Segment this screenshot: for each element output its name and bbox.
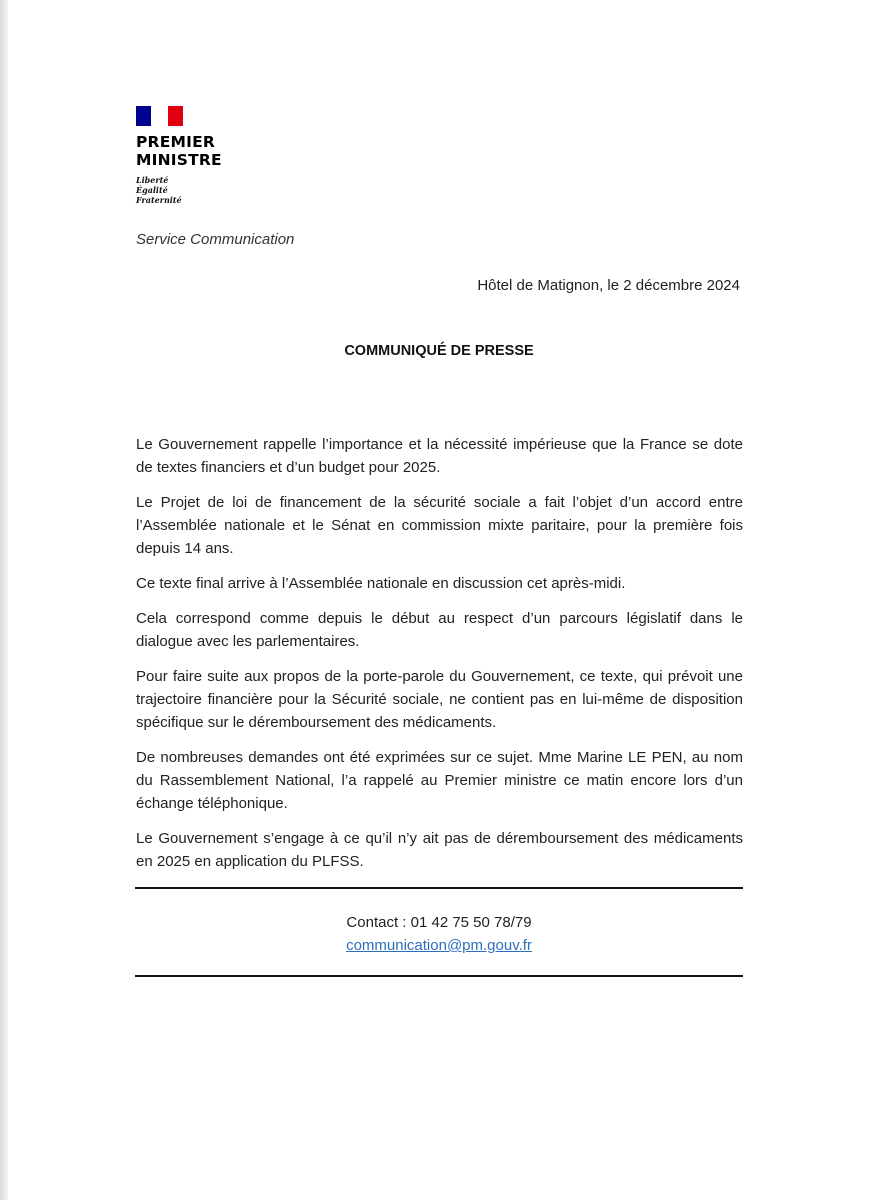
press-release-body <box>136 433 743 885</box>
republic-motto <box>136 175 222 205</box>
logo-title-line2: MINISTRE <box>136 151 222 169</box>
contact-block <box>0 911 870 957</box>
paragraph: Le Gouvernement rappelle l’importance et la nécessité impérieuse que la France se dote de textes financiers et d’un budget pour 2025. <box>136 436 743 476</box>
republic-flag-icon <box>136 106 183 126</box>
paragraph: Pour faire suite aux propos de la porte-parole du Gouvernement, ce texte, qui prévoit une trajectoire financière pour la Sécurité sociale, ne contient pas en lui-même de disposition spécifique sur le déremboursement des médicaments. <box>136 668 743 731</box>
flag-blue-band <box>136 106 151 126</box>
divider-top <box>135 887 743 889</box>
flag-white-band <box>151 106 168 126</box>
motto-liberte: Liberté <box>136 175 169 185</box>
service-name: Service Communication <box>136 231 295 248</box>
motto-egalite: Égalité <box>136 185 168 195</box>
logo-title <box>136 133 222 169</box>
paragraph: Ce texte final arrive à l’Assemblée nationale en discussion cet après-midi. <box>136 575 626 592</box>
place-date: Hôtel de Matignon, le 2 décembre 2024 <box>477 277 740 294</box>
contact-phone: Contact : 01 42 75 50 78/79 <box>346 914 532 931</box>
paragraph: Le Gouvernement s’engage à ce qu’il n’y ait pas de déremboursement des médicaments en 2025 en application du PLFSS. <box>136 830 743 870</box>
page-title: COMMUNIQUÉ DE PRESSE <box>344 343 534 359</box>
premier-ministre-logo <box>136 106 222 205</box>
contact-email-link[interactable]: communication@pm.gouv.fr <box>346 937 532 954</box>
page-left-edge <box>0 0 8 1200</box>
paragraph: Le Projet de loi de financement de la sécurité sociale a fait l’objet d’un accord entre l’Assemblée nationale et le Sénat en commission mixte paritaire, pour la première fois depuis 14 ans. <box>136 494 743 557</box>
flag-red-band <box>168 106 183 126</box>
paragraph: Cela correspond comme depuis le début au respect d’un parcours législatif dans le dialogue avec les parlementaires. <box>136 610 743 650</box>
paragraph: De nombreuses demandes ont été exprimées sur ce sujet. Mme Marine LE PEN, au nom du Rassemblement National, l’a rappelé au Premier ministre ce matin encore lors d’un échange téléphonique. <box>136 749 743 812</box>
divider-bottom <box>135 975 743 977</box>
logo-title-line1: PREMIER <box>136 133 215 151</box>
motto-fraternite: Fraternité <box>136 195 182 205</box>
